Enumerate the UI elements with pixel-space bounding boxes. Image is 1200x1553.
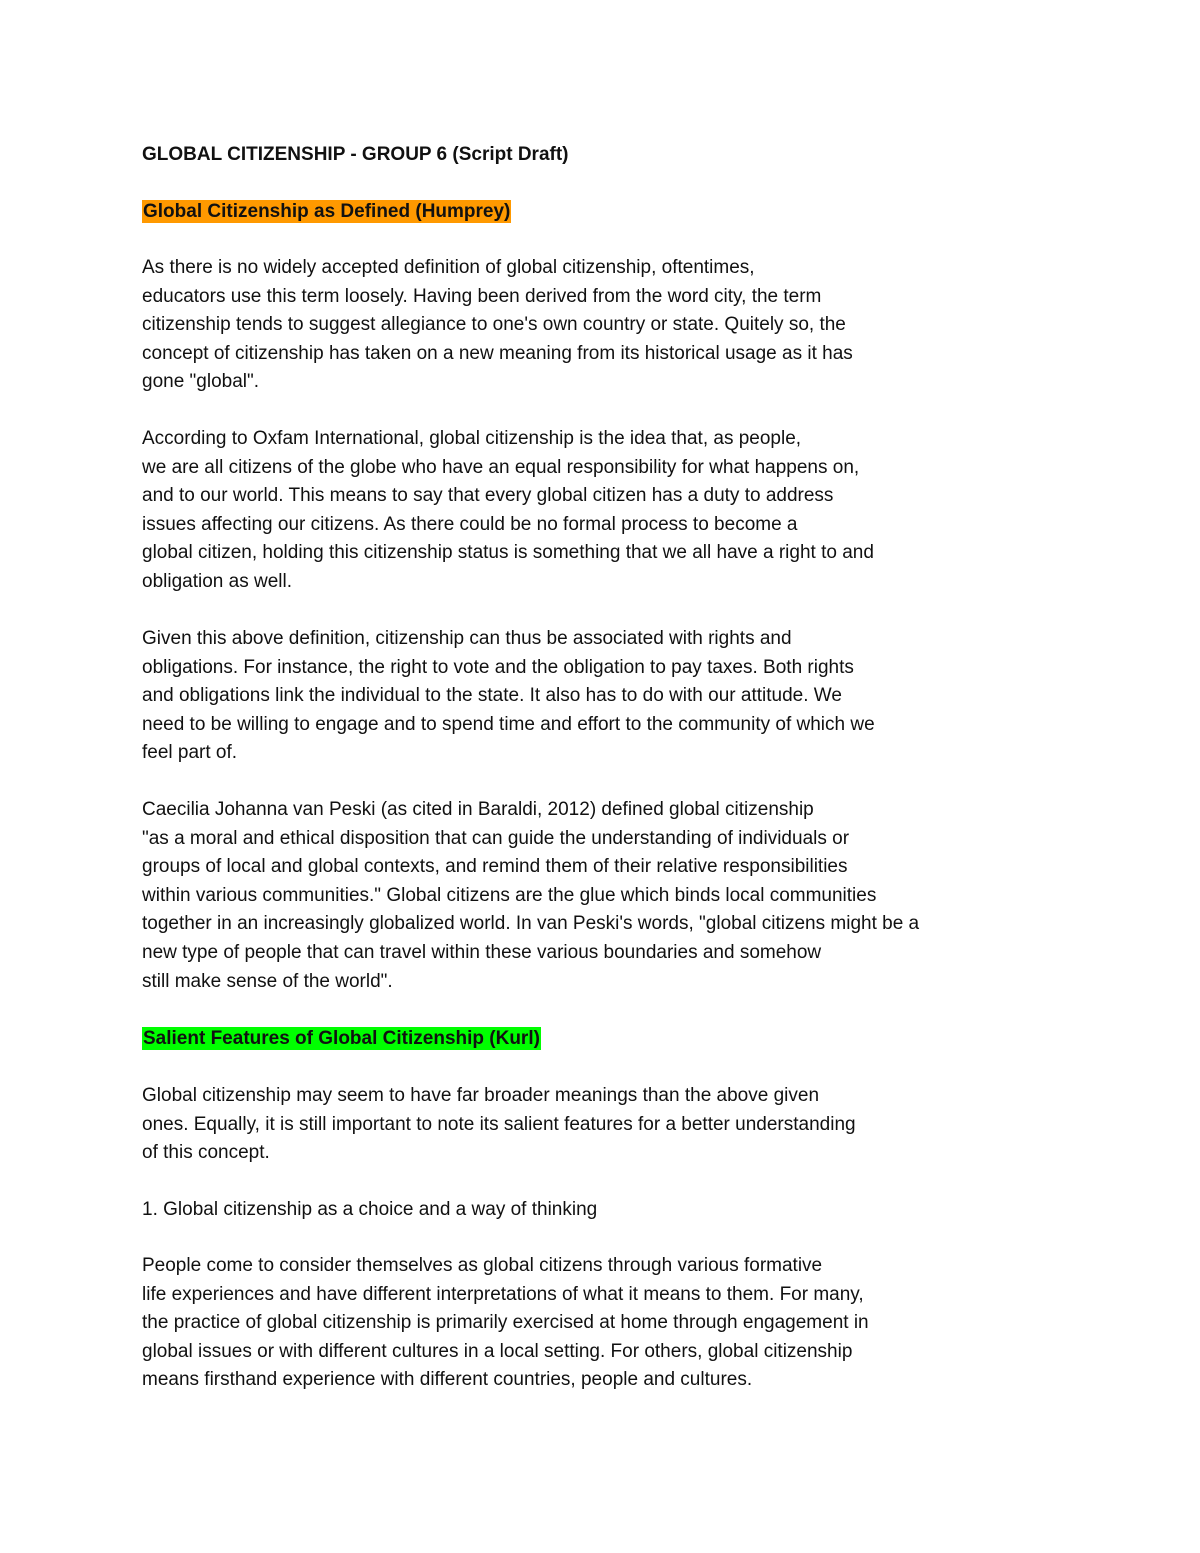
- text-line: we are all citizens of the globe who have an equal responsibility for what happens on,: [142, 456, 860, 478]
- text-line: and to our world. This means to say that every global citizen has a duty to address: [142, 485, 834, 507]
- text-line: ones. Equally, it is still important to note its salient features for a better understanding: [142, 1113, 856, 1135]
- text-line: Global citizenship may seem to have far broader meanings than the above given: [142, 1085, 820, 1106]
- document-title: GLOBAL CITIZENSHIP - GROUP 6 (Script Draft): [142, 144, 569, 165]
- text-line: "as a moral and ethical disposition that can guide the understanding of individuals or: [142, 827, 850, 849]
- text-line: within various communities." Global citizens are the glue which binds local communities: [142, 884, 877, 906]
- text-line: Caecilia Johanna van Peski (as cited in Baraldi, 2012) defined global citizenship: [142, 799, 814, 820]
- text-line: need to be willing to engage and to spend time and effort to the community of which we: [142, 713, 875, 735]
- text-line: People come to consider themselves as global citizens through various formative: [142, 1255, 823, 1276]
- text-line: concept of citizenship has taken on a new meaning from its historical usage as it has: [142, 342, 853, 364]
- section-heading-salient-features: [142, 1026, 541, 1052]
- text-line: global issues or with different cultures in a local setting. For others, global citizenship: [142, 1340, 853, 1362]
- paragraph: [142, 254, 853, 397]
- text-line: still make sense of the world".: [142, 970, 393, 992]
- text-line: together in an increasingly globalized world. In van Peski's words, "global citizens might be a: [142, 913, 920, 935]
- text-line: groups of local and global contexts, and remind them of their relative responsibilities: [142, 856, 848, 878]
- text-line: citizenship tends to suggest allegiance to one's own country or state. Quitely so, the: [142, 314, 846, 336]
- text-line: obligations. For instance, the right to vote and the obligation to pay taxes. Both rights: [142, 656, 854, 678]
- text-line: gone "global".: [142, 371, 260, 393]
- text-line: According to Oxfam International, global citizenship is the idea that, as people,: [142, 428, 802, 449]
- numbered-subheading: [142, 1196, 597, 1225]
- text-line: and obligations link the individual to the state. It also has to do with our attitude. We: [142, 685, 842, 707]
- text-line: of this concept.: [142, 1142, 270, 1164]
- text-line: means firsthand experience with different countries, people and cultures.: [142, 1369, 753, 1391]
- text-line: Given this above definition, citizenship can thus be associated with rights and: [142, 628, 792, 649]
- text-line: new type of people that can travel within these various boundaries and somehow: [142, 941, 822, 963]
- text-line: educators use this term loosely. Having been derived from the word city, the term: [142, 285, 822, 307]
- paragraph: [142, 1252, 869, 1395]
- text-line: the practice of global citizenship is primarily exercised at home through engagement in: [142, 1312, 869, 1334]
- paragraph: [142, 625, 875, 768]
- text-line: feel part of.: [142, 742, 238, 764]
- text-line: obligation as well.: [142, 570, 292, 592]
- text-line: global citizen, holding this citizenship status is something that we all have a right to and: [142, 542, 874, 564]
- heading-highlight: Salient Features of Global Citizenship (Kurl): [143, 1028, 540, 1049]
- paragraph: [142, 425, 874, 597]
- section-heading-global-citizenship-defined: [142, 199, 511, 225]
- text-line: 1. Global citizenship as a choice and a way of thinking: [142, 1199, 598, 1220]
- text-line: life experiences and have different interpretations of what it means to them. For many,: [142, 1283, 864, 1305]
- text-line: issues affecting our citizens. As there could be no formal process to become a: [142, 513, 798, 535]
- text-line: As there is no widely accepted definition of global citizenship, oftentimes,: [142, 257, 755, 278]
- paragraph: [142, 1082, 856, 1168]
- paragraph: [142, 796, 919, 996]
- heading-highlight: Global Citizenship as Defined (Humprey): [143, 201, 511, 222]
